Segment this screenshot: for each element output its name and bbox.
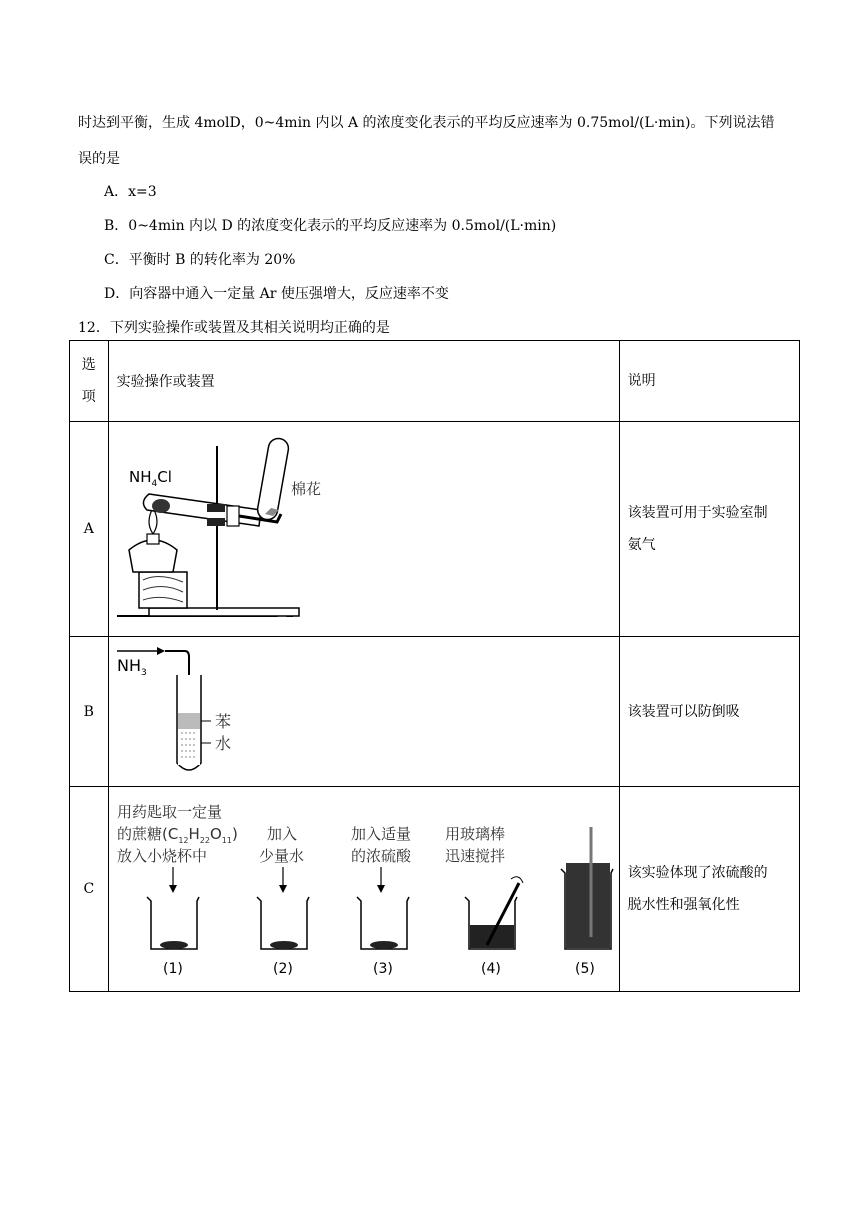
row-a-option: A	[70, 422, 109, 637]
row-a-note-line1: 该装置可用于实验室制	[627, 505, 768, 521]
step4-line2: 迅速搅拌	[444, 847, 505, 865]
nh4cl-solid	[152, 499, 170, 513]
clamp-2	[207, 518, 225, 526]
alcohol-lamp	[129, 540, 177, 572]
clamp-1	[207, 504, 225, 512]
black-foam	[566, 863, 610, 948]
label-water: 水	[214, 734, 231, 753]
row-a-note-line2: 氨气	[627, 537, 656, 553]
row-b-note-cell	[619, 637, 799, 787]
header-option-char1: 选	[81, 357, 96, 373]
step2-line1: 加入	[266, 825, 297, 843]
header-option-cell	[70, 341, 109, 422]
step1-line1: 用药匙取一定量	[116, 803, 222, 821]
header-note: 说明	[627, 373, 656, 389]
row-b-note: 该装置可以防倒吸	[627, 703, 740, 720]
num-3: (3)	[372, 961, 393, 977]
table-header-row	[70, 341, 800, 422]
q12-stem: 12．下列实验操作或装置及其相关说明均正确的是	[78, 320, 390, 336]
label-nh3: $NH_3$	[116, 656, 147, 678]
step3-line2: 的浓硫酸	[350, 847, 411, 865]
label-cotton: 棉花	[290, 480, 321, 498]
step1-line3: 放入小烧杯中	[116, 847, 207, 865]
benzene-layer	[178, 713, 200, 729]
ammonia-apparatus-figure	[109, 422, 619, 632]
table-row	[70, 422, 800, 637]
q12-table	[69, 340, 800, 992]
intro-line-2: 误的是	[78, 151, 120, 167]
step2-line2: 少量水	[258, 847, 304, 865]
header-option-char2: 项	[81, 389, 96, 405]
q11-option-a: A．x=3	[104, 184, 157, 200]
row-b-option: B	[70, 637, 109, 787]
num-2: (2)	[272, 961, 293, 977]
lamp-wick-holder	[147, 534, 159, 544]
stand-base-plate	[149, 608, 299, 616]
step4-line1: 用玻璃棒	[444, 825, 505, 843]
step1-line2: 的蔗糖$(C_{12}H_{22}O_{11})$	[116, 825, 238, 845]
collection-tube	[256, 437, 290, 521]
header-operation: 实验操作或装置	[116, 374, 215, 390]
row-c-option: C	[70, 787, 109, 992]
num-4: (4)	[480, 961, 501, 977]
table-row	[70, 637, 800, 787]
header-note-cell	[619, 341, 799, 422]
num-1: (1)	[162, 961, 183, 977]
anti-suckback-figure	[109, 637, 619, 782]
water-layer	[178, 729, 200, 765]
header-operation-cell	[108, 341, 619, 422]
q11-option-c: C．平衡时 B 的转化率为 20%	[104, 252, 296, 268]
row-c-note-line1: 该实验体现了浓硫酸的	[627, 865, 768, 881]
q11-option-b: B．0~4min 内以 D 的浓度变化表示的平均反应速率为 0.5mol/(L·min)	[104, 218, 557, 234]
stopper	[227, 506, 239, 526]
label-nh4cl: $NH_4Cl$	[128, 468, 172, 489]
label-benzene: 苯	[214, 712, 231, 731]
step3-line1: 加入适量	[350, 825, 411, 843]
row-c-note-line2: 脱水性和强氧化性	[627, 897, 740, 913]
sugar-dehydration-figure	[109, 787, 619, 987]
beakers	[147, 869, 613, 949]
row-b-figure-cell	[108, 637, 619, 787]
row-c-figure-cell	[108, 787, 619, 992]
step-arrows	[173, 867, 381, 887]
stir-arrow	[511, 877, 523, 883]
gas-arrow-head	[157, 647, 165, 655]
row-a-figure-cell	[108, 422, 619, 637]
row-a-note-cell	[619, 422, 799, 637]
q11-option-d: D．向容器中通入一定量 Ar 使压强增大，反应速率不变	[104, 286, 449, 302]
num-5: (5)	[574, 961, 595, 977]
arrow-heads	[169, 885, 385, 893]
row-c-note-cell	[619, 787, 799, 992]
table-row	[70, 787, 800, 992]
intro-line-1: 时达到平衡，生成 4molD，0~4min 内以 A 的浓度变化表示的平均反应速率为 0.75mol/(L·min)。下列说法错	[78, 115, 775, 131]
